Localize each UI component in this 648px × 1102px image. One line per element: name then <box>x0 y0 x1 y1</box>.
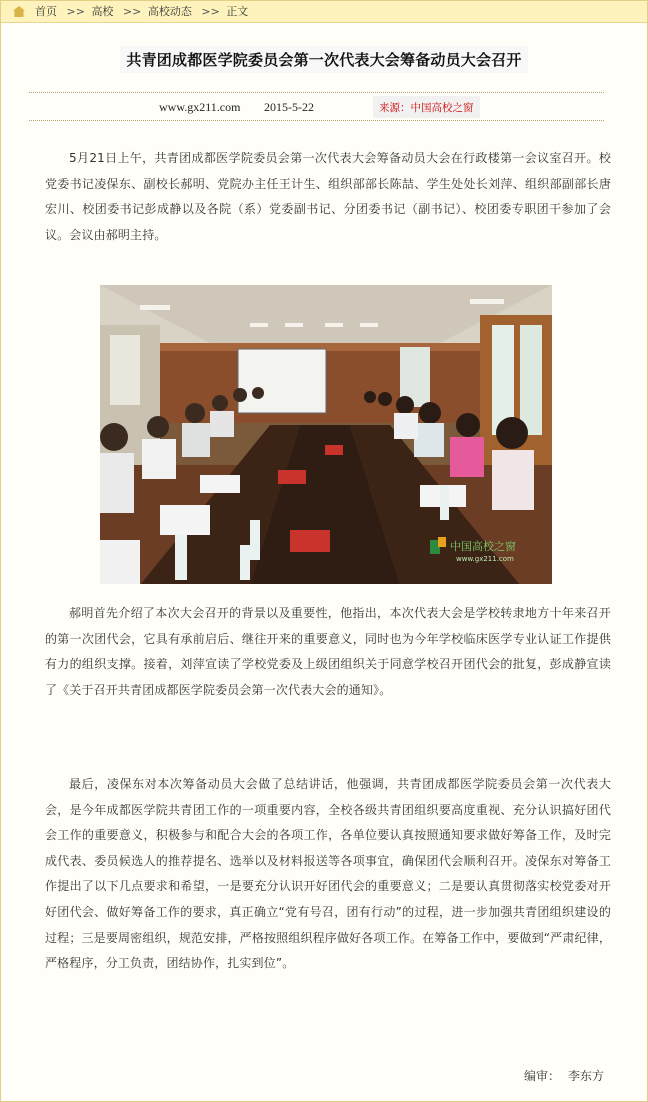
breadcrumb-separator: >> <box>201 5 220 18</box>
meeting-photo <box>100 285 552 584</box>
breadcrumb-home[interactable]: 首页 <box>35 5 57 18</box>
breadcrumb-current: 正文 <box>226 5 249 18</box>
photo-watermark-name: 中国高校之窗 <box>450 540 516 553</box>
article-source: 来源：中国高校之窗 <box>373 96 480 118</box>
breadcrumb-university-news[interactable]: 高校动态 <box>147 5 192 18</box>
breadcrumb-separator: >> <box>66 5 85 18</box>
editor-credit <box>524 1067 604 1084</box>
article-title: 共青团成都医学院委员会第一次代表大会筹备动员大会召开 <box>120 46 527 73</box>
breadcrumb <box>1 1 647 23</box>
photo-watermark-url: www.gx211.com <box>456 555 514 563</box>
divider <box>29 92 604 93</box>
article-meta <box>1 96 647 118</box>
breadcrumb-separator: >> <box>122 5 142 18</box>
article-date: 2015-5-22 <box>264 100 314 114</box>
editor-label: 编审： <box>523 1069 560 1083</box>
article-paragraph: 郝明首先介绍了本次大会召开的背景以及重要性，他指出，本次代表大会是学校转隶地方十年来召开的第一次团代会，它具有承前启后、继往开来的重要意义，同时也为今年学校临床医学专业认证工作提供有力的组织支撑。接着，刘萍宣读了学校党委及上级团组织关于同意学校召开团代会的批复，彭成静宣读了《关于召开共青团成都医学院委员会第一次代表大会的通知》。 <box>45 606 611 697</box>
divider <box>29 120 604 121</box>
article-paragraph: 5月21日上午，共青团成都医学院委员会第一次代表大会筹备动员大会在行政楼第一会议室召开。校党委书记凌保东、副校长郝明、党院办主任王计生、组织部部长陈喆、学生处处长刘萍、组织部副部长唐宏川、校团委书记彭成静以及各院（系）党委副书记、分团委书记（副书记）、校团委专职团干参加了会议。会议由郝明主持。 <box>45 151 611 242</box>
breadcrumb-universities[interactable]: 高校 <box>91 5 114 18</box>
home-icon <box>13 6 25 17</box>
editor-name: 李东方 <box>567 1069 604 1083</box>
article-paragraph: 最后，凌保东对本次筹备动员大会做了总结讲话，他强调，共青团成都医学院委员会第一次代表大会，是今年成都医学院共青团工作的一项重要内容，全校各级共青团组织要高度重视、充分认识搞好团代会工作的重要意义，积极参与和配合大会的各项工作，各单位要认真按照通知要求做好筹备工作，及时完成代表、委员候选人的推荐提名、选举以及材料报送等各项事宜，确保团代会顺利召开。凌保东对筹备工作提出了以下几点要求和希望，一是要充分认识开好团代会的重要意义；二是要认真贯彻落实校党委对开好团代会、做好筹备工作的要求，真正确立“党有号召，团有行动”的过程，进一步加强共青团组织建设的过程；三是要周密组织，规范安排，严格按照组织程序做好各项工作。在筹备工作中，要做到“严肃纪律，严格程序，分工负责，团结协作，扎实到位”。 <box>45 777 611 971</box>
article-site: www.gx211.com <box>159 100 241 114</box>
